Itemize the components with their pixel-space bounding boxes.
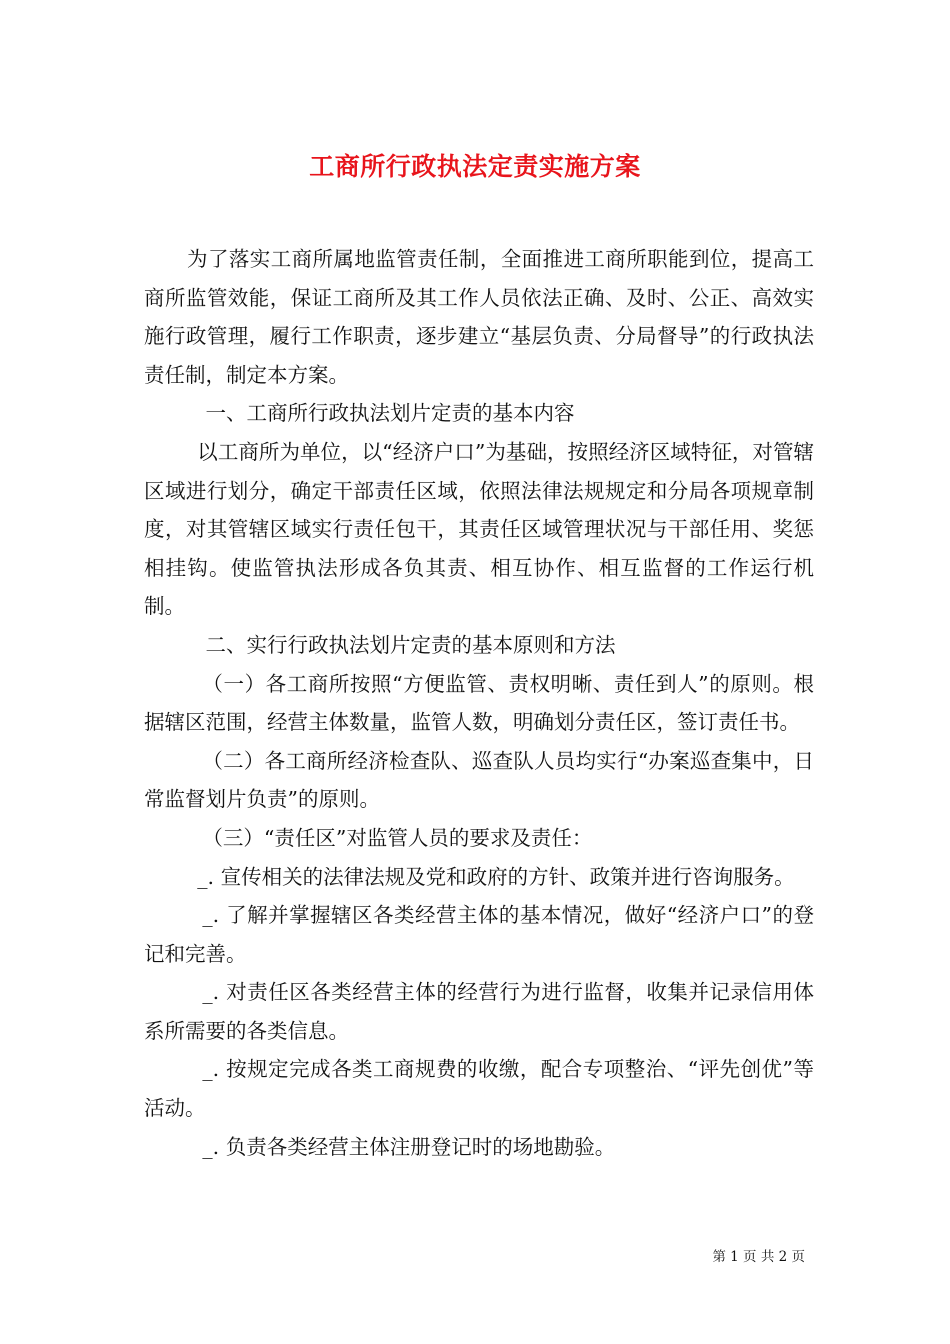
intro-paragraph: 为了落实工商所属地监管责任制，全面推进工商所职能到位，提高工商所监管效能，保证工商所及其工作人员依法正确、及时、公正、高效实施行政管理，履行工作职责，逐步建立“基层负责、分局督导”的行政执法责任制，制定本方案。 (144, 247, 814, 387)
duty-item-5: _. 负责各类经营主体注册登记时的场地勘验。 (202, 1134, 616, 1159)
document-body (144, 240, 814, 1166)
section-heading-1: 一、工商所行政执法划片定责的基本内容 (205, 401, 575, 426)
clause-2-paragraph: （二）各工商所经济检查队、巡查队人员均实行“办案巡查集中，日常监督划片负责”的原则。 (144, 748, 814, 812)
duty-item-4: _. 按规定完成各类工商规费的收缴，配合专项整治、“评先创优”等活动。 (144, 1057, 814, 1121)
clause-1-paragraph: （一）各工商所按照“方便监管、责权明晰、责任到人”的原则。根据辖区范围，经营主体数量，监管人数，明确划分责任区，签订责任书。 (144, 671, 814, 735)
page-number: 第 1 页 共 2 页 (712, 1249, 805, 1265)
duty-item-1: _. 宣传相关的法律法规及党和政府的方针、政策并进行咨询服务。 (197, 864, 795, 889)
duty-item-3: _. 对责任区各类经营主体的经营行为进行监督，收集并记录信用体系所需要的各类信息。 (144, 980, 814, 1043)
document-title: 工商所行政执法定责实施方案 (309, 151, 641, 181)
duty-item-2: _. 了解并掌握辖区各类经营主体的基本情况，做好“经济户口”的登记和完善。 (144, 903, 814, 966)
section-heading-2: 二、实行行政执法划片定责的基本原则和方法 (205, 632, 616, 657)
section-1-paragraph: 以工商所为单位，以“经济户口”为基础，按照经济区域特征，对管辖区域进行划分，确定干部责任区域，依照法律法规规定和分局各项规章制度，对其管辖区域实行责任包干，其责任区域管理状况与干部任用、奖惩相挂钩。使监管执法形成各负其责、相互协作、相互监督的工作运行机制。 (144, 439, 814, 619)
clause-3-heading: （三）“责任区”对监管人员的要求及责任： (202, 825, 593, 850)
